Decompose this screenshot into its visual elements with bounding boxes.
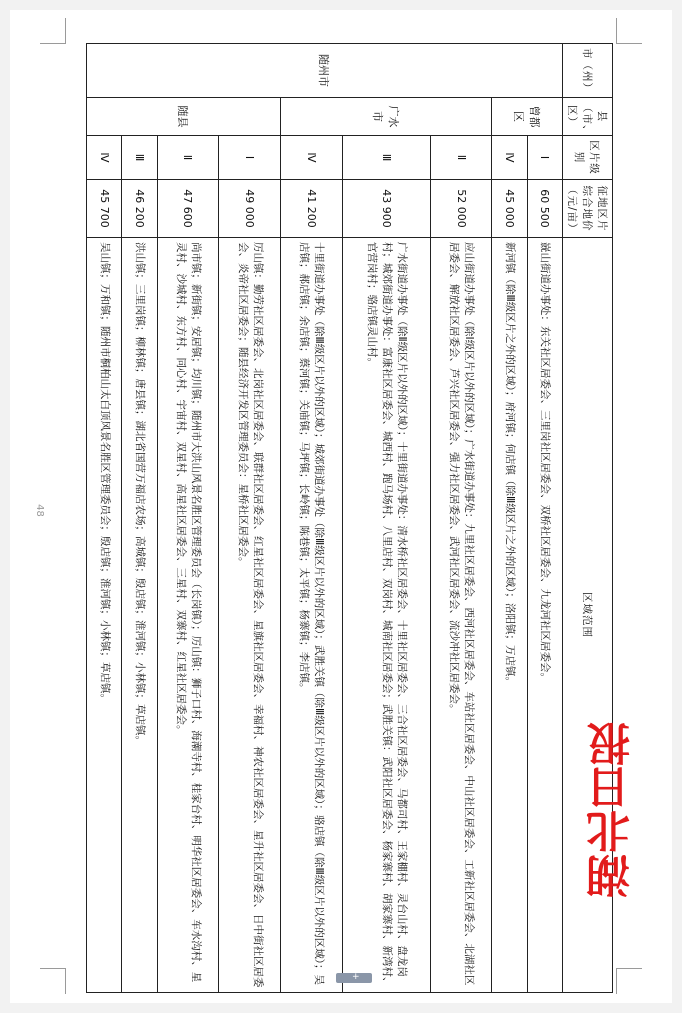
price-cell: 45 700 bbox=[87, 180, 122, 238]
level-cell: Ⅳ bbox=[492, 136, 527, 180]
page-number: 48 bbox=[33, 504, 45, 517]
price-cell: 41 200 bbox=[280, 180, 342, 238]
header-city: 市（州） bbox=[563, 44, 613, 98]
county-cell: 随县 bbox=[87, 98, 281, 136]
land-price-table bbox=[86, 43, 613, 993]
table-row bbox=[342, 44, 430, 993]
price-cell: 52 000 bbox=[430, 180, 492, 238]
header-county: 县（市、区） bbox=[563, 98, 613, 136]
city-cell: 随州市 bbox=[87, 44, 563, 98]
plus-icon: + bbox=[352, 972, 360, 982]
area-cell: 新河镇（除Ⅲ级区片之外的区域）；府河镇；何店镇（除Ⅲ级区片之外的区域）；洛阳镇；万店镇。 bbox=[492, 238, 527, 993]
price-cell: 49 000 bbox=[219, 180, 281, 238]
newspaper-watermark-logo: 湖北日报 bbox=[587, 722, 638, 898]
area-cell: 㠇山街道办事处：东关社区居委会、三里岗社区居委会、双桥社区居委会、九龙河社区居委会。 bbox=[527, 238, 562, 993]
level-cell: Ⅲ bbox=[342, 136, 430, 180]
price-cell: 60 500 bbox=[527, 180, 562, 238]
level-cell: Ⅱ bbox=[430, 136, 492, 180]
table-row bbox=[157, 44, 219, 993]
area-cell: 应山街道办事处（除Ⅰ级区片以外的区域）；广水街道办事处：九里社区居委会、西河社区居委会、车站社区居委会、中山社区居委会、工新社区居委会、北湖社区居委会、解放社区居委会、芦兴社区居委会、强力社区居委会、武河社区居委会、流沙冲社区居委会。 bbox=[430, 238, 492, 993]
price-cell: 43 900 bbox=[342, 180, 430, 238]
price-cell: 47 600 bbox=[157, 180, 219, 238]
table-row bbox=[430, 44, 492, 993]
header-price: 征地区片综合地价（元/亩） bbox=[563, 180, 613, 238]
crop-mark bbox=[40, 968, 66, 969]
table-row bbox=[492, 44, 527, 993]
area-cell: 吴山镇；万和镇；随州市桐柏山太白顶风景名胜区管理委员会；殷店镇；淮河镇；小林镇；草店镇。 bbox=[87, 238, 122, 993]
level-cell: Ⅱ bbox=[157, 136, 219, 180]
page-tab-handle[interactable] bbox=[336, 973, 372, 983]
header-level: 区片级别 bbox=[563, 136, 613, 180]
area-cell: 十里街道办事处（除Ⅲ级区片以外的区域）；城郊街道办事处（除Ⅲ级区片以外的区域）；武胜关镇（除Ⅲ级区片以外的区域）；骆店镇（除Ⅲ级区片以外的区域）；吴店镇；郝店镇；余店镇；蔡河镇；关庙镇；马坪镇；长岭镇；陈巷镇；太平镇；杨寨镇；李店镇。 bbox=[280, 238, 342, 993]
level-cell: Ⅳ bbox=[87, 136, 122, 180]
area-cell: 广水街道办事处（除Ⅱ级区片以外的区域）；十里街道办事处：清水桥社区居委会、十里社区居委会、三合社区居委会、马都司村、王家棚村、灵台山村、盘龙岗村；城郊街道办事处：富康社区居委会、城西村、跑马场村、八里店村、双岗村、城南社区居委会；武胜关镇：武阳社区居委会、杨家寨村、胡家寨村、新湾村、官营岗村；骆店镇灵山村。 bbox=[342, 238, 430, 993]
area-cell: 尚市镇；新街镇；安居镇；均川镇；随州市大洪山风景名胜区管理委员会（长岗镇）；厉山镇：狮子口村、海潮寺村、桂家台村、明华社区居委会、车水沟村、星灵村、沙城村、东方村、同心村、宇宙村、双星村、高星社区居委会、三星村、双寨村、红星社区居委会。 bbox=[157, 238, 219, 993]
area-cell: 洪山镇；三里岗镇；柳林镇；唐县镇；湖北省国营万福店农场；高城镇；殷店镇；淮河镇；小林镇；草店镇。 bbox=[122, 238, 157, 993]
level-cell: Ⅰ bbox=[219, 136, 281, 180]
table-row bbox=[122, 44, 157, 993]
level-cell: Ⅰ bbox=[527, 136, 562, 180]
county-cell: 曾都区 bbox=[492, 98, 563, 136]
crop-mark bbox=[616, 43, 642, 44]
table-row bbox=[219, 44, 281, 993]
header-area: 区域范围 bbox=[563, 238, 613, 993]
county-cell: 广水市 bbox=[280, 98, 492, 136]
crop-mark bbox=[616, 968, 642, 969]
table-row bbox=[280, 44, 342, 993]
crop-mark bbox=[65, 18, 66, 44]
level-cell: Ⅲ bbox=[122, 136, 157, 180]
price-cell: 45 000 bbox=[492, 180, 527, 238]
area-cell: 厉山镇：勤劳社区居委会、北岗社区居委会、联群社区居委会、红星社区居委会、星旗社区居委会、幸福村、神农社区居委会、星升社区居委会、日中街社区居委会、炎帝社区居委会；随县经济开发区管理委员会：星桥社区居委会。 bbox=[219, 238, 281, 993]
crop-mark bbox=[616, 968, 617, 994]
level-cell: Ⅳ bbox=[280, 136, 342, 180]
rotated-table-frame bbox=[86, 43, 613, 993]
crop-mark bbox=[40, 43, 66, 44]
table-row bbox=[527, 44, 562, 993]
crop-mark bbox=[65, 968, 66, 994]
price-cell: 46 200 bbox=[122, 180, 157, 238]
crop-mark bbox=[616, 18, 617, 44]
table-row bbox=[87, 44, 122, 993]
